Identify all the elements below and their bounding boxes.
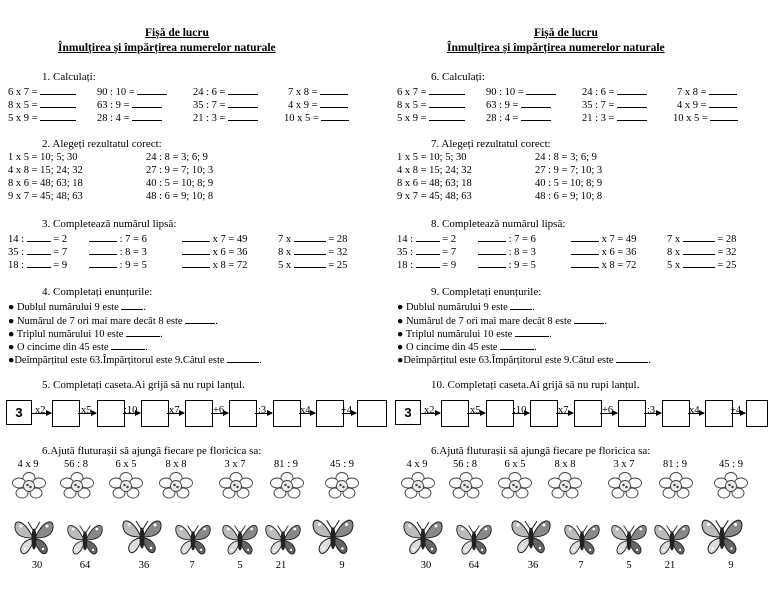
missing-right: x 6 = 36 <box>601 247 637 258</box>
flower-icon[interactable] <box>324 472 360 500</box>
statement-text: ● Numărul de 7 ori mai mare decât 8 este <box>397 316 572 327</box>
butterfly-icon[interactable] <box>699 514 745 558</box>
chain-box[interactable] <box>662 400 690 427</box>
chain-op: x7 <box>169 405 180 416</box>
calc-item: 24 : 6 = <box>193 87 226 98</box>
chain-box[interactable] <box>229 400 257 427</box>
statement-end: . <box>259 355 262 366</box>
answer-blank[interactable] <box>89 233 117 242</box>
calc-item: 8 x 5 = <box>8 100 38 111</box>
flower-label: 56 : 8 <box>64 459 88 470</box>
butterfly-icon[interactable] <box>651 520 693 558</box>
calc-item: 63 : 9 = <box>97 100 130 111</box>
butterfly-icon[interactable] <box>172 520 214 558</box>
answer-blank[interactable] <box>617 86 647 95</box>
calc-item: 21 : 3 = <box>582 113 615 124</box>
butterfly-label: 21 <box>275 560 287 571</box>
missing-right: = 9 <box>442 260 457 271</box>
calc-item: 35 : 7 = <box>582 100 615 111</box>
choose-item[interactable]: 8 x 6 = 48; 63; 18 <box>8 178 83 189</box>
butterfly-icon[interactable] <box>310 514 356 558</box>
missing-right: = 2 <box>442 234 457 245</box>
flower-icon[interactable] <box>713 472 749 500</box>
butterfly-icon[interactable] <box>401 516 445 558</box>
statement-end: . <box>143 302 146 313</box>
chain-op: :10 <box>513 405 527 416</box>
answer-blank[interactable] <box>478 259 506 268</box>
missing-right: : 7 = 6 <box>119 234 147 245</box>
answer-blank[interactable] <box>510 301 532 310</box>
butterfly-label: 64 <box>468 560 480 571</box>
answer-blank[interactable] <box>709 99 737 108</box>
calc-item: 10 x 5 = <box>284 113 319 124</box>
missing-right: x 7 = 49 <box>601 234 637 245</box>
section-9-heading: 9. Completați enunțurile: <box>431 286 542 298</box>
butterfly-label: 36 <box>138 560 150 571</box>
chain-op: x7 <box>558 405 569 416</box>
missing-left: 5 x <box>667 260 681 271</box>
butterfly-icon[interactable] <box>120 514 164 558</box>
chain-box[interactable] <box>486 400 514 427</box>
choose-item[interactable]: 27 : 9 = 7; 10; 3 <box>146 165 214 176</box>
flower-label: 3 x 7 <box>224 459 246 470</box>
missing-left: 7 x <box>667 234 681 245</box>
statement-text: ● O cincime din 45 este <box>397 342 498 353</box>
section-3-heading: 3. Completează numărul lipsă: <box>42 218 177 230</box>
missing-right: = 32 <box>717 247 737 258</box>
chain-op: +4 <box>730 405 742 416</box>
answer-blank[interactable] <box>132 112 162 121</box>
answer-blank[interactable] <box>89 246 117 255</box>
missing-left: 14 : <box>397 234 414 245</box>
section-6-heading: 6.Ajută fluturașii să ajungă fiecare pe floricica sa: <box>431 445 651 457</box>
statement-end: . <box>534 342 537 353</box>
chain-box[interactable] <box>746 400 768 427</box>
section-2-heading: 2. Alegeți rezultatul corect: <box>42 138 162 150</box>
butterfly-icon[interactable] <box>453 520 495 558</box>
chain-op: :10 <box>124 405 138 416</box>
answer-blank[interactable] <box>40 86 76 95</box>
missing-right: = 28 <box>328 234 348 245</box>
answer-blank[interactable] <box>294 233 326 242</box>
statement-end: . <box>160 329 163 340</box>
answer-blank[interactable] <box>321 112 349 121</box>
section-4-heading: 4. Completați enunțurile: <box>42 286 153 298</box>
chain-op: x5 <box>470 405 481 416</box>
butterfly-label: 30 <box>420 560 432 571</box>
missing-right: = 32 <box>328 247 348 258</box>
chain-op: :3 <box>647 405 656 416</box>
chain-start-box: 3 <box>395 400 421 425</box>
answer-blank[interactable] <box>429 86 465 95</box>
flower-label: 8 x 8 <box>554 459 576 470</box>
answer-blank[interactable] <box>126 328 160 337</box>
choose-item[interactable]: 8 x 6 = 48; 63; 18 <box>397 178 472 189</box>
missing-right: : 7 = 6 <box>508 234 536 245</box>
calc-item: 5 x 9 = <box>397 113 427 124</box>
answer-blank[interactable] <box>320 86 348 95</box>
choose-item[interactable]: 1 x 5 = 10; 5; 30 <box>397 152 467 163</box>
page-title: Fișă de lucru <box>534 27 598 39</box>
butterfly-icon[interactable] <box>12 516 56 558</box>
section-10-heading: 10. Completați caseta.Ai grijă să nu rupi lanțul. <box>431 379 640 391</box>
butterfly-icon[interactable] <box>609 520 649 558</box>
answer-blank[interactable] <box>27 233 51 242</box>
missing-right: = 25 <box>717 260 737 271</box>
flower-icon[interactable] <box>11 472 47 500</box>
missing-right: x 6 = 36 <box>212 247 248 258</box>
answer-blank[interactable] <box>683 233 715 242</box>
chain-box[interactable] <box>316 400 344 427</box>
answer-blank[interactable] <box>526 86 556 95</box>
answer-blank[interactable] <box>182 259 210 268</box>
answer-blank[interactable] <box>710 112 738 121</box>
chain-op: x2 <box>35 405 46 416</box>
missing-right: : 8 = 3 <box>119 247 147 258</box>
answer-blank[interactable] <box>574 315 604 324</box>
butterfly-label: 36 <box>527 560 539 571</box>
page-subtitle: Înmulțirea și împărțirea numerelor naturale <box>58 42 276 54</box>
calc-item: 63 : 9 = <box>486 100 519 111</box>
missing-left: 8 x <box>667 247 681 258</box>
answer-blank[interactable] <box>478 233 506 242</box>
missing-left: 7 x <box>278 234 292 245</box>
missing-right: x 7 = 49 <box>212 234 248 245</box>
answer-blank[interactable] <box>429 112 465 121</box>
butterfly-label: 21 <box>664 560 676 571</box>
chain-box[interactable] <box>530 400 558 427</box>
section-6-heading: 6.Ajută fluturașii să ajungă fiecare pe floricica sa: <box>42 445 262 457</box>
answer-blank[interactable] <box>571 233 599 242</box>
butterfly-label: 9 <box>339 560 345 571</box>
statement-end: . <box>549 329 552 340</box>
flower-icon[interactable] <box>400 472 436 500</box>
missing-left: 14 : <box>8 234 25 245</box>
missing-right: = 9 <box>53 260 68 271</box>
answer-blank[interactable] <box>294 246 326 255</box>
answer-blank[interactable] <box>132 99 162 108</box>
chain-box[interactable] <box>52 400 80 427</box>
chain-box[interactable] <box>141 400 169 427</box>
butterfly-label: 30 <box>31 560 43 571</box>
answer-blank[interactable] <box>40 112 76 121</box>
answer-blank[interactable] <box>228 112 258 121</box>
chain-box[interactable] <box>441 400 469 427</box>
calc-item: 6 x 7 = <box>8 87 38 98</box>
answer-blank[interactable] <box>416 246 440 255</box>
butterfly-icon[interactable] <box>262 520 304 558</box>
statement-text: ●Deîmpărțitul este 63.Împărțitorul este 9.Câtul este <box>397 355 614 366</box>
flower-label: 45 : 9 <box>719 459 743 470</box>
choose-item[interactable]: 40 : 5 = 10; 8; 9 <box>146 178 214 189</box>
chain-start-box: 3 <box>6 400 32 425</box>
answer-blank[interactable] <box>182 233 210 242</box>
answer-blank[interactable] <box>571 259 599 268</box>
missing-right: : 9 = 5 <box>119 260 147 271</box>
missing-right: : 9 = 5 <box>508 260 536 271</box>
calc-item: 90 : 10 = <box>97 87 135 98</box>
statement-end: . <box>532 302 535 313</box>
flower-label: 4 x 9 <box>17 459 39 470</box>
section-6-heading: 6. Calculați: <box>431 71 485 83</box>
flower-icon[interactable] <box>108 472 144 500</box>
calc-item: 4 x 9 = <box>288 100 318 111</box>
choose-item[interactable]: 9 x 7 = 45; 48; 63 <box>8 191 83 202</box>
answer-blank[interactable] <box>137 86 167 95</box>
answer-blank[interactable] <box>571 246 599 255</box>
flower-icon[interactable] <box>269 472 305 500</box>
missing-right: = 25 <box>328 260 348 271</box>
chain-box[interactable] <box>357 400 387 427</box>
answer-blank[interactable] <box>27 259 51 268</box>
butterfly-label: 64 <box>79 560 91 571</box>
flower-label: 4 x 9 <box>406 459 428 470</box>
chain-op: x2 <box>424 405 435 416</box>
statement-end: . <box>215 316 218 327</box>
answer-blank[interactable] <box>416 259 440 268</box>
choose-item[interactable]: 24 : 8 = 3; 6; 9 <box>146 152 208 163</box>
answer-blank[interactable] <box>416 233 440 242</box>
chain-box[interactable] <box>618 400 646 427</box>
flower-label: 56 : 8 <box>453 459 477 470</box>
butterfly-label: 9 <box>728 560 734 571</box>
answer-blank[interactable] <box>40 99 76 108</box>
flower-label: 45 : 9 <box>330 459 354 470</box>
answer-blank[interactable] <box>515 328 549 337</box>
statement-text: ● O cincime din 45 este <box>8 342 109 353</box>
flower-label: 81 : 9 <box>274 459 298 470</box>
answer-blank[interactable] <box>111 341 145 350</box>
calc-item: 28 : 4 = <box>97 113 130 124</box>
flower-label: 8 x 8 <box>165 459 187 470</box>
flower-label: 81 : 9 <box>663 459 687 470</box>
calc-item: 21 : 3 = <box>193 113 226 124</box>
page-subtitle: Înmulțirea și împărțirea numerelor naturale <box>447 42 665 54</box>
chain-op: +6 <box>213 405 225 416</box>
butterfly-label: 7 <box>189 560 195 571</box>
flower-icon[interactable] <box>547 472 583 500</box>
chain-box[interactable] <box>97 400 125 427</box>
statement-text: ●Deîmpărțitul este 63.Împărțitorul este 9.Câtul este <box>8 355 225 366</box>
answer-blank[interactable] <box>228 99 258 108</box>
butterfly-icon[interactable] <box>220 520 260 558</box>
calc-item: 7 x 8 = <box>288 87 318 98</box>
chain-box[interactable] <box>574 400 602 427</box>
answer-blank[interactable] <box>27 246 51 255</box>
section-1-heading: 1. Calculați: <box>42 71 96 83</box>
missing-left: 18 : <box>8 260 25 271</box>
calc-item: 24 : 6 = <box>582 87 615 98</box>
chain-op: :3 <box>258 405 267 416</box>
flower-icon[interactable] <box>158 472 194 500</box>
section-8-heading: 8. Completează numărul lipsă: <box>431 218 566 230</box>
answer-blank[interactable] <box>182 246 210 255</box>
section-7-heading: 7. Alegeți rezultatul corect: <box>431 138 551 150</box>
choose-item[interactable]: 4 x 8 = 15; 24; 32 <box>397 165 472 176</box>
answer-blank[interactable] <box>228 86 258 95</box>
flower-icon[interactable] <box>658 472 694 500</box>
missing-right: x 8 = 72 <box>212 260 248 271</box>
statement-text: ● Dublul numărului 9 este <box>8 302 119 313</box>
answer-blank[interactable] <box>294 259 326 268</box>
answer-blank[interactable] <box>89 259 117 268</box>
chain-op: x5 <box>81 405 92 416</box>
choose-item[interactable]: 40 : 5 = 10; 8; 9 <box>535 178 603 189</box>
answer-blank[interactable] <box>521 112 551 121</box>
chain-box[interactable] <box>273 400 301 427</box>
choose-item[interactable]: 4 x 8 = 15; 24; 32 <box>8 165 83 176</box>
missing-left: 35 : <box>8 247 25 258</box>
butterfly-icon[interactable] <box>509 514 553 558</box>
missing-right: = 7 <box>53 247 68 258</box>
page-title: Fișă de lucru <box>145 27 209 39</box>
choose-item[interactable]: 27 : 9 = 7; 10; 3 <box>535 165 603 176</box>
calc-item: 8 x 5 = <box>397 100 427 111</box>
statement-end: . <box>604 316 607 327</box>
answer-blank[interactable] <box>683 246 715 255</box>
statement-text: ● Numărul de 7 ori mai mare decât 8 este <box>8 316 183 327</box>
answer-blank[interactable] <box>617 99 647 108</box>
missing-left: 5 x <box>278 260 292 271</box>
section-5-heading: 5. Completați caseta.Ai grijă să nu rupi lanțul. <box>42 379 245 391</box>
flower-icon[interactable] <box>607 472 643 500</box>
answer-blank[interactable] <box>185 315 215 324</box>
missing-right: x 8 = 72 <box>601 260 637 271</box>
missing-left: 8 x <box>278 247 292 258</box>
flower-label: 3 x 7 <box>613 459 635 470</box>
missing-right: = 28 <box>717 234 737 245</box>
missing-right: = 7 <box>442 247 457 258</box>
statement-end: . <box>648 355 651 366</box>
flower-icon[interactable] <box>59 472 95 500</box>
statement-end: . <box>145 342 148 353</box>
flower-icon[interactable] <box>218 472 254 500</box>
flower-icon[interactable] <box>448 472 484 500</box>
choose-item[interactable]: 48 : 6 = 9; 10; 8 <box>535 191 603 202</box>
answer-blank[interactable] <box>429 99 465 108</box>
flower-label: 6 x 5 <box>115 459 137 470</box>
butterfly-label: 5 <box>626 560 632 571</box>
calc-item: 7 x 8 = <box>677 87 707 98</box>
missing-left: 35 : <box>397 247 414 258</box>
missing-right: : 8 = 3 <box>508 247 536 258</box>
statement-text: ● Triplul numărului 10 este <box>397 329 513 340</box>
answer-blank[interactable] <box>227 354 259 363</box>
answer-blank[interactable] <box>478 246 506 255</box>
chain-box[interactable] <box>705 400 733 427</box>
butterfly-label: 5 <box>237 560 243 571</box>
calc-item: 6 x 7 = <box>397 87 427 98</box>
choose-item[interactable]: 24 : 8 = 3; 6; 9 <box>535 152 597 163</box>
calc-item: 35 : 7 = <box>193 100 226 111</box>
calc-item: 4 x 9 = <box>677 100 707 111</box>
answer-blank[interactable] <box>320 99 348 108</box>
answer-blank[interactable] <box>617 112 647 121</box>
statement-text: ● Dublul numărului 9 este <box>397 302 508 313</box>
answer-blank[interactable] <box>683 259 715 268</box>
chain-op: +4 <box>341 405 353 416</box>
calc-item: 28 : 4 = <box>486 113 519 124</box>
chain-box[interactable] <box>185 400 213 427</box>
calc-item: 10 x 5 = <box>673 113 708 124</box>
butterfly-label: 7 <box>578 560 584 571</box>
answer-blank[interactable] <box>521 99 551 108</box>
flower-icon[interactable] <box>497 472 533 500</box>
butterfly-icon[interactable] <box>561 520 603 558</box>
answer-blank[interactable] <box>616 354 648 363</box>
calc-item: 90 : 10 = <box>486 87 524 98</box>
butterfly-icon[interactable] <box>64 520 106 558</box>
flower-label: 6 x 5 <box>504 459 526 470</box>
calc-item: 5 x 9 = <box>8 113 38 124</box>
choose-item[interactable]: 48 : 6 = 9; 10; 8 <box>146 191 214 202</box>
answer-blank[interactable] <box>500 341 534 350</box>
chain-op: x4 <box>689 405 700 416</box>
answer-blank[interactable] <box>709 86 737 95</box>
missing-left: 18 : <box>397 260 414 271</box>
choose-item[interactable]: 1 x 5 = 10; 5; 30 <box>8 152 78 163</box>
chain-op: x4 <box>300 405 311 416</box>
chain-op: +6 <box>602 405 614 416</box>
statement-text: ● Triplul numărului 10 este <box>8 329 124 340</box>
choose-item[interactable]: 9 x 7 = 45; 48; 63 <box>397 191 472 202</box>
answer-blank[interactable] <box>121 301 143 310</box>
missing-right: = 2 <box>53 234 68 245</box>
